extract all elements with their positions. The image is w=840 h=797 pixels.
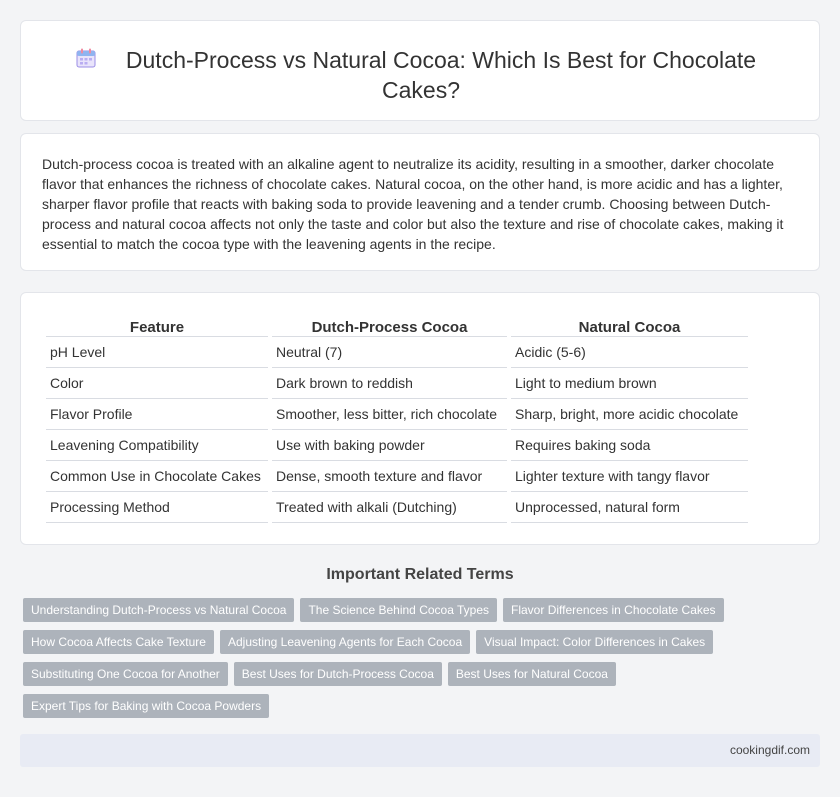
header-natural: Natural Cocoa [511,315,748,337]
related-tag[interactable]: Substituting One Cocoa for Another [23,662,228,686]
table-cell: Use with baking powder [272,430,507,461]
table-cell: Processing Method [46,492,268,523]
header-card [20,20,820,121]
related-terms-heading: Important Related Terms [326,566,514,583]
table-cell: Leavening Compatibility [46,430,268,461]
table-row [46,399,748,430]
table-row [46,430,748,461]
table-header-row [46,315,748,337]
intro-card [20,133,820,271]
table-row [46,492,748,523]
table-cell: Lighter texture with tangy flavor [511,461,748,492]
table-cell: Treated with alkali (Dutching) [272,492,507,523]
table-cell: Neutral (7) [272,337,507,368]
table-cell: Dense, smooth texture and flavor [272,461,507,492]
table-cell: Flavor Profile [46,399,268,430]
table-cell: Common Use in Chocolate Cakes [46,461,268,492]
table-cell: Unprocessed, natural form [511,492,748,523]
related-tag[interactable]: Adjusting Leavening Agents for Each Cocoa [220,630,470,654]
table-cell: Sharp, bright, more acidic chocolate [511,399,748,430]
related-tags [23,598,723,726]
related-tag[interactable]: Visual Impact: Color Differences in Cakes [476,630,713,654]
related-tag[interactable]: The Science Behind Cocoa Types [300,598,497,622]
table-cell: Color [46,368,268,399]
table-cell: Acidic (5-6) [511,337,748,368]
related-tag[interactable]: Expert Tips for Baking with Cocoa Powders [23,694,269,718]
related-tag[interactable]: Understanding Dutch-Process vs Natural Cocoa [23,598,294,622]
site-name[interactable]: cookingdif.com [729,743,810,757]
related-tag[interactable]: Best Uses for Natural Cocoa [448,662,616,686]
table-row [46,461,748,492]
table-cell: Dark brown to reddish [272,368,507,399]
intro-paragraph: Dutch-process cocoa is treated with an alkaline agent to neutralize its acidity, resulting in a smoother, darker chocolate flavor that enhances the richness of chocolate cakes. Natural cocoa, on the other hand, is more acidic and has a lighter, sharper flavor profile that reacts with baking soda to provide leavening and a tender crumb. Choosing between Dutch-process and natural cocoa affects not only the taste and color but also the texture and rise of chocolate cakes, making it essential to match the cocoa type with the leavening agents in the recipe. [42,156,784,252]
table-row [46,337,748,368]
table-cell: Requires baking soda [511,430,748,461]
table-cell: pH Level [46,337,268,368]
comparison-card [20,292,820,545]
related-tag[interactable]: How Cocoa Affects Cake Texture [23,630,214,654]
comparison-table [42,315,752,523]
related-tag[interactable]: Flavor Differences in Chocolate Cakes [503,598,724,622]
header-feature: Feature [46,315,268,337]
page-title: Dutch-Process vs Natural Cocoa: Which Is Best for Chocolate Cakes? [125,47,757,103]
table-cell: Light to medium brown [511,368,748,399]
table-row [46,368,748,399]
header-dutch-process: Dutch-Process Cocoa [272,315,507,337]
table-cell: Smoother, less bitter, rich chocolate [272,399,507,430]
related-tag[interactable]: Best Uses for Dutch-Process Cocoa [234,662,442,686]
footer [20,734,820,767]
